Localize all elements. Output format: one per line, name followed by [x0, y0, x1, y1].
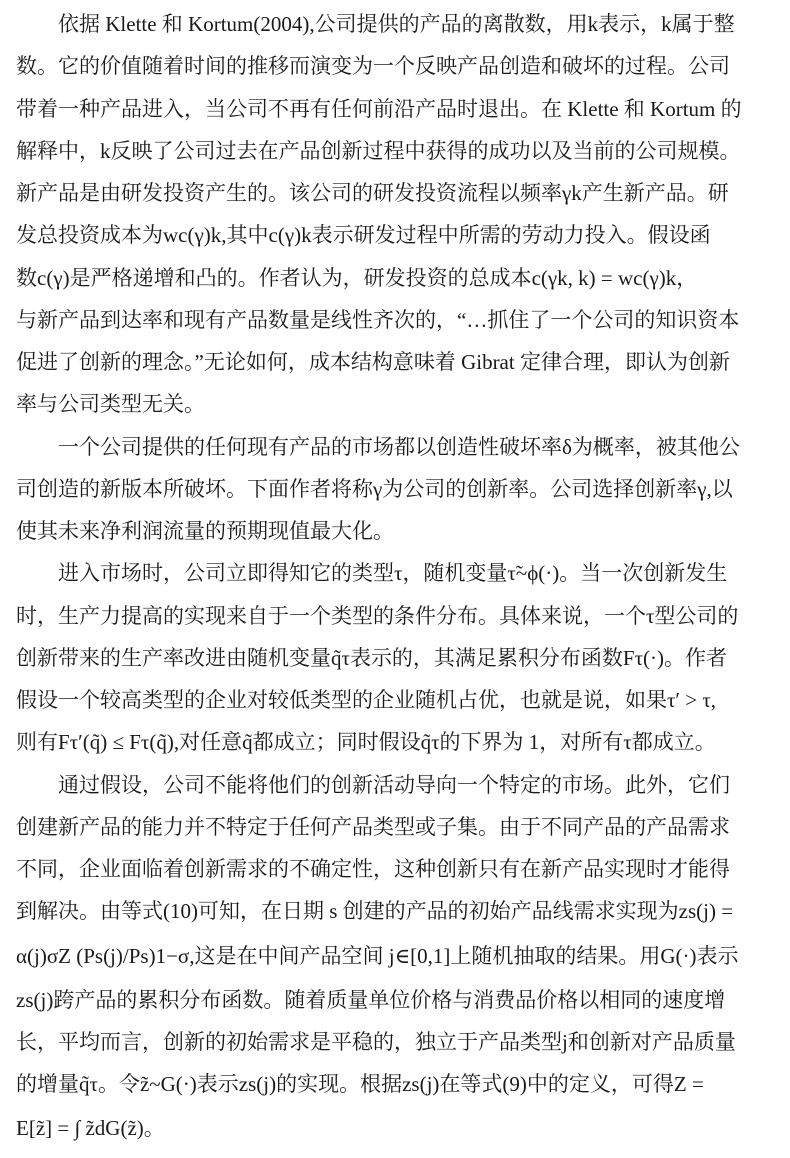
text-line: 的增量q̃τ。令z̃~G(·)表示zs(j)的实现。根据zs(j)在等式(9)中的定义，可得Z = — [16, 1072, 704, 1096]
text-line: zs(j)跨产品的累积分布函数。随着质量单位价格与消费品价格以相同的速度增 — [16, 988, 726, 1012]
text-line: 则有Fτ′(q̃) ≤ Fτ(q̃),对任意q̃都成立；同时假设q̃τ的下界为 1，对所有τ都成立。 — [16, 730, 716, 754]
text-line: 带着一种产品进入，当公司不再有任何前沿产品时退出。在 Klette 和 Kortum 的 — [16, 97, 742, 121]
text-line: 发总投资成本为wc(γ)k,其中c(γ)k表示研发过程中所需的劳动力投入。假设函 — [16, 223, 711, 247]
text-line: 数。它的价值随着时间的推移而演变为一个反映产品创造和破坏的过程。公司 — [16, 54, 730, 78]
text-line: 创新带来的生产率改进由随机变量q̃τ表示的，其满足累积分布函数Fτ(·)。作者 — [16, 646, 728, 670]
text-line: 不同，企业面临着创新需求的不确定性，这种创新只有在新产品实现时才能得 — [16, 857, 730, 881]
text-line: 通过假设，公司不能将他们的创新活动导向一个特定的市场。此外，它们 — [58, 773, 730, 797]
text-line: 一个公司提供的任何现有产品的市场都以创造性破坏率δ为概率，被其他公 — [58, 435, 740, 459]
text-line: 数c(γ)是严格递增和凸的。作者认为，研发投资的总成本c(γk, k) = wc(γ)k， — [16, 266, 698, 290]
text-line: 依据 Klette 和 Kortum(2004),公司提供的产品的离散数，用k表示，k属于整 — [58, 12, 735, 36]
text-line: 与新产品到达率和现有产品数量是线性齐次的，“…抓住了一个公司的知识资本 — [16, 308, 740, 332]
text-line: 促进了创新的理念。”无论如何，成本结构意味着 Gibrat 定律合理，即认为创新 — [16, 350, 730, 374]
text-line: α(j)σZ (Ps(j)/Ps)1−σ,这是在中间产品空间 j∈[0,1]上随机抽取的结果。用G(·)表示 — [16, 944, 739, 968]
text-line: 长，平均而言，创新的初始需求是平稳的，独立于产品类型j和创新对产品质量 — [16, 1030, 736, 1054]
text-line: 假设一个较高类型的企业对较低类型的企业随机占优，也就是说，如果τ′ > τ, — [16, 688, 717, 712]
text-line: 到解决。由等式(10)可知，在日期 s 创建的产品的初始产品线需求实现为zs(j) = — [16, 899, 734, 923]
text-line: 使其未来净利润流量的预期现值最大化。 — [16, 519, 394, 543]
text-line: 时，生产力提高的实现来自于一个类型的条件分布。具体来说，一个τ型公司的 — [16, 604, 739, 628]
text-line: 解释中，k反映了公司过去在产品创新过程中获得的成功以及当前的公司规模。 — [16, 139, 741, 163]
text-line: 进入市场时，公司立即得知它的类型τ，随机变量τ̃~ϕ(·)。当一次创新发生 — [58, 561, 728, 585]
text-line: 司创造的新版本所破坏。下面作者将称γ为公司的创新率。公司选择创新率γ,以 — [16, 477, 733, 501]
text-line: E[z̃] = ∫ z̃dG(z̃)。 — [16, 1116, 165, 1140]
text-line: 创建新产品的能力并不特定于任何产品类型或子集。由于不同产品的产品需求 — [16, 815, 730, 839]
text-line: 率与公司类型无关。 — [16, 392, 205, 416]
text-line: 新产品是由研发投资产生的。该公司的研发投资流程以频率γk产生新产品。研 — [16, 181, 729, 205]
